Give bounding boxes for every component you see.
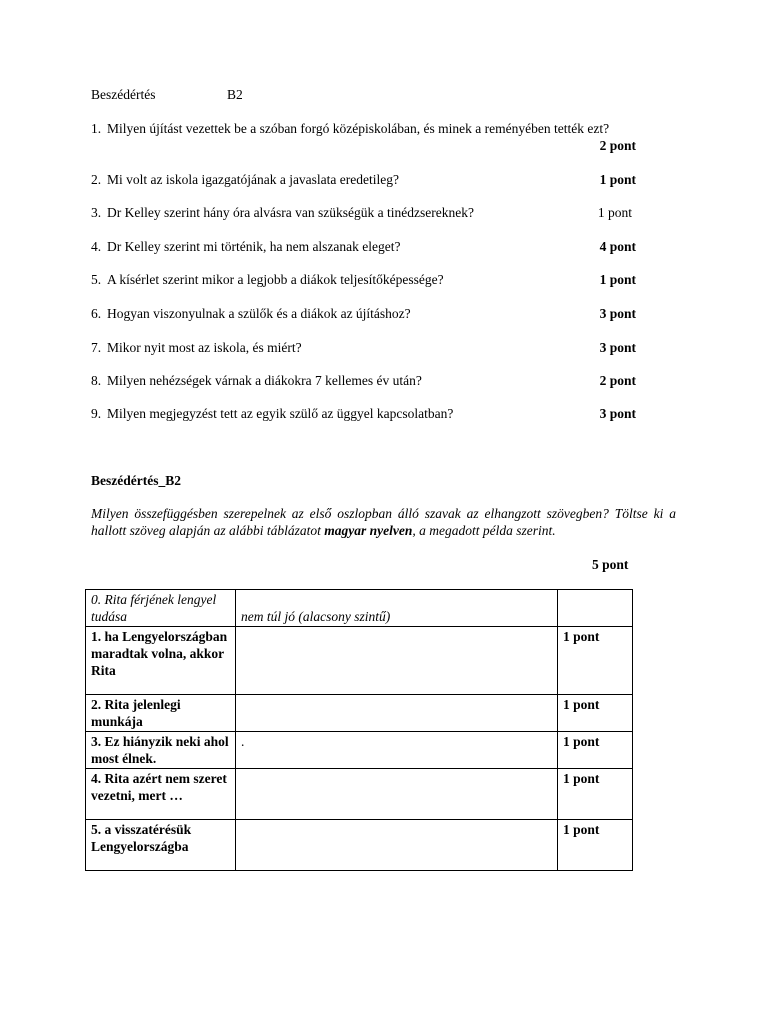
- answer-cell[interactable]: .: [236, 732, 558, 769]
- question-3: [91, 204, 636, 221]
- question-number: 3.: [91, 205, 102, 220]
- row-points: 1 pont: [558, 820, 633, 871]
- row-points: 1 pont: [558, 627, 633, 695]
- section-instructions: [91, 505, 676, 539]
- instruction-emphasis: magyar nyelven: [324, 523, 413, 538]
- question-text: Hogyan viszonyulnak a szülők és a diákok az újításhoz?: [107, 306, 411, 321]
- question-points: 3 pont: [599, 340, 636, 355]
- row-label: 1. ha Lengyelországban maradtak volna, akkor Rita: [86, 627, 236, 695]
- question-number: 7.: [91, 340, 102, 355]
- question-number: 4.: [91, 239, 102, 254]
- question-5: [91, 271, 636, 288]
- row-points: 1 pont: [558, 695, 633, 732]
- question-text: Dr Kelley szerint mi történik, ha nem alszanak eleget?: [107, 239, 401, 254]
- row-label: 4. Rita azért nem szeret vezetni, mert …: [86, 769, 236, 820]
- answer-cell[interactable]: [236, 820, 558, 871]
- question-9: [91, 405, 636, 422]
- row-label: 2. Rita jelenlegi munkája: [86, 695, 236, 732]
- question-points: 4 pont: [599, 239, 636, 254]
- question-points: 1 pont: [599, 272, 636, 287]
- section-points: 5 pont: [592, 557, 629, 572]
- instruction-text-end: , a megadott példa szerint.: [412, 523, 556, 538]
- question-number: 2.: [91, 172, 102, 187]
- row-answer: nem túl jó (alacsony szintű): [236, 590, 558, 627]
- question-points: 3 pont: [599, 406, 636, 421]
- question-number: 9.: [91, 406, 102, 421]
- question-4: [91, 238, 636, 255]
- question-text: Mikor nyit most az iskola, és miért?: [107, 340, 302, 355]
- question-text: Milyen újítást vezettek be a szóban forgó középiskolában, és minek a reményében tették ezt?: [107, 121, 610, 136]
- question-text: Milyen nehézségek várnak a diákokra 7 kellemes év után?: [107, 373, 422, 388]
- answer-cell[interactable]: [236, 695, 558, 732]
- answer-table: [85, 589, 633, 871]
- question-text: A kísérlet szerint mikor a legjobb a diákok teljesítőképessége?: [107, 272, 444, 287]
- table-row-example: [86, 590, 633, 627]
- question-6: [91, 305, 636, 322]
- table-row: [86, 732, 633, 769]
- row-points: 1 pont: [558, 769, 633, 820]
- page-header: [91, 87, 243, 103]
- instruction-text: Milyen összefüggésben szerepelnek az első oszlopban álló szavak az elhangzott szövegben? Töltse ki a hallott szöveg alapján az alábbi táblázatot: [91, 506, 676, 538]
- table-row: [86, 627, 633, 695]
- table-row: [86, 695, 633, 732]
- header-level: B2: [227, 87, 243, 102]
- table-row: [86, 769, 633, 820]
- question-8: [91, 372, 636, 389]
- question-number: 5.: [91, 272, 102, 287]
- question-points: 1 pont: [597, 205, 632, 220]
- answer-cell[interactable]: [236, 627, 558, 695]
- row-label: 3. Ez hiányzik neki ahol most élnek.: [86, 732, 236, 769]
- question-points: 2 pont: [599, 138, 636, 153]
- row-label: 0. Rita férjének lengyel tudása: [86, 590, 236, 627]
- header-title: Beszédértés: [91, 87, 156, 102]
- question-points: 3 pont: [599, 306, 636, 321]
- question-text: Milyen megjegyzést tett az egyik szülő az üggyel kapcsolatban?: [107, 406, 454, 421]
- section-title: Beszédértés_B2: [91, 473, 181, 488]
- answer-cell[interactable]: [236, 769, 558, 820]
- question-text: Dr Kelley szerint hány óra alvásra van szükségük a tinédzsereknek?: [107, 205, 474, 220]
- question-number: 1.: [91, 121, 102, 136]
- row-points: 1 pont: [558, 732, 633, 769]
- question-number: 6.: [91, 306, 102, 321]
- question-points: 2 pont: [599, 373, 636, 388]
- row-points: [558, 590, 633, 627]
- question-points: 1 pont: [599, 172, 636, 187]
- question-number: 8.: [91, 373, 102, 388]
- question-7: [91, 339, 636, 356]
- question-1: [91, 120, 636, 153]
- table-row: [86, 820, 633, 871]
- question-text: Mi volt az iskola igazgatójának a javaslata eredetileg?: [107, 172, 399, 187]
- question-2: [91, 171, 636, 188]
- row-label: 5. a visszatérésük Lengyelországba: [86, 820, 236, 871]
